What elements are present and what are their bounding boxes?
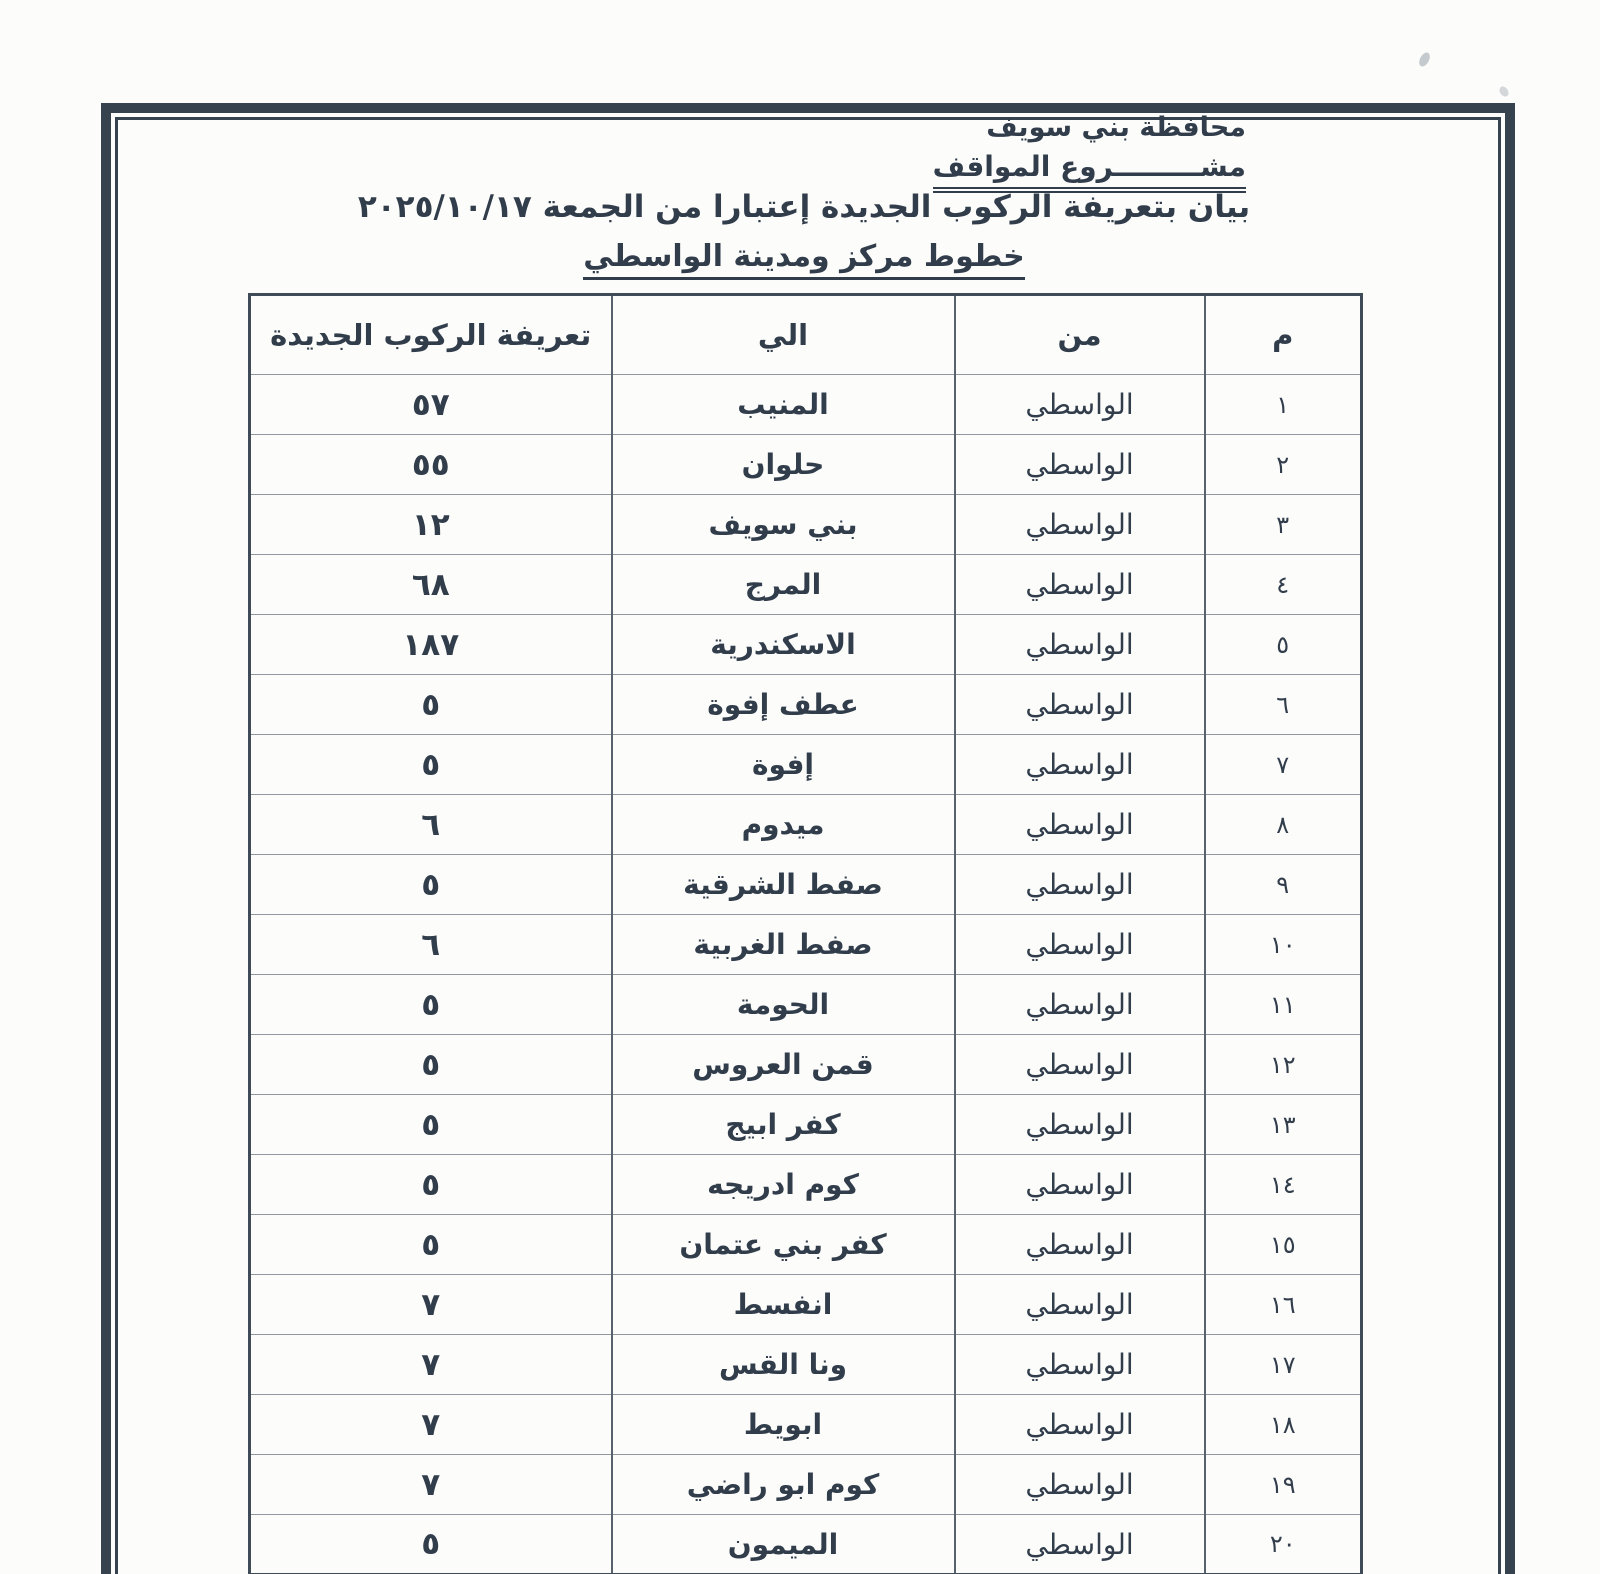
table-row — [250, 975, 1362, 1035]
cell-to: ميدوم — [612, 795, 955, 855]
cell-no: ٢ — [1205, 435, 1362, 495]
cell-from: الواسطي — [955, 975, 1205, 1035]
cell-fare: ٥ — [250, 735, 612, 795]
document-subtitle-row — [248, 239, 1360, 280]
cell-to: الاسكندرية — [612, 615, 955, 675]
cell-fare: ٥ — [250, 1035, 612, 1095]
cell-from: الواسطي — [955, 1035, 1205, 1095]
cell-fare: ٥ — [250, 975, 612, 1035]
cell-from: الواسطي — [955, 1335, 1205, 1395]
table-row — [250, 1335, 1362, 1395]
cell-to: إفوة — [612, 735, 955, 795]
cell-to: الحومة — [612, 975, 955, 1035]
table-row — [250, 375, 1362, 435]
cell-fare: ٥ — [250, 1515, 612, 1574]
cell-fare: ٧ — [250, 1275, 612, 1335]
table-row — [250, 1155, 1362, 1215]
table-row — [250, 1215, 1362, 1275]
header-no: م — [1205, 295, 1362, 375]
cell-from: الواسطي — [955, 1455, 1205, 1515]
cell-from: الواسطي — [955, 735, 1205, 795]
governorate-name: محافظة بني سويف — [986, 112, 1246, 143]
document-title — [358, 189, 1250, 225]
cell-no: ٧ — [1205, 735, 1362, 795]
cell-fare: ٧ — [250, 1455, 612, 1515]
cell-fare: ٦ — [250, 915, 612, 975]
cell-no: ١٠ — [1205, 915, 1362, 975]
cell-from: الواسطي — [955, 495, 1205, 555]
table-row — [250, 1275, 1362, 1335]
cell-from: الواسطي — [955, 555, 1205, 615]
scan-artifact — [1417, 51, 1432, 68]
cell-to: حلوان — [612, 435, 955, 495]
fare-table-body — [250, 375, 1362, 1574]
cell-no: ٢٠ — [1205, 1515, 1362, 1574]
cell-to: ابويط — [612, 1395, 955, 1455]
cell-fare: ٥ — [250, 1215, 612, 1275]
table-row — [250, 855, 1362, 915]
cell-to: المنيب — [612, 375, 955, 435]
cell-no: ١ — [1205, 375, 1362, 435]
cell-to: صفط الغربية — [612, 915, 955, 975]
cell-fare: ٥٧ — [250, 375, 612, 435]
table-row — [250, 555, 1362, 615]
cell-fare: ٥ — [250, 1155, 612, 1215]
fare-table — [248, 293, 1363, 1574]
cell-to: عطف إفوة — [612, 675, 955, 735]
header-to: الي — [612, 295, 955, 375]
cell-to: كفر ابيج — [612, 1095, 955, 1155]
document-title-row — [248, 189, 1360, 225]
scan-artifact — [1498, 85, 1511, 99]
cell-no: ٣ — [1205, 495, 1362, 555]
table-row — [250, 1035, 1362, 1095]
cell-to: بني سويف — [612, 495, 955, 555]
table-row — [250, 615, 1362, 675]
table-row — [250, 1455, 1362, 1515]
cell-from: الواسطي — [955, 1215, 1205, 1275]
cell-from: الواسطي — [955, 675, 1205, 735]
cell-fare: ٥ — [250, 675, 612, 735]
cell-from: الواسطي — [955, 1155, 1205, 1215]
cell-to: كفر بني عتمان — [612, 1215, 955, 1275]
cell-no: ٩ — [1205, 855, 1362, 915]
cell-no: ١٦ — [1205, 1275, 1362, 1335]
cell-from: الواسطي — [955, 915, 1205, 975]
cell-fare: ٦ — [250, 795, 612, 855]
fare-table-header — [250, 295, 1362, 375]
cell-no: ١٧ — [1205, 1335, 1362, 1395]
cell-to: صفط الشرقية — [612, 855, 955, 915]
cell-fare: ٥ — [250, 1095, 612, 1155]
table-row — [250, 735, 1362, 795]
cell-no: ١٢ — [1205, 1035, 1362, 1095]
cell-fare: ١٢ — [250, 495, 612, 555]
table-row — [250, 1395, 1362, 1455]
cell-to: كوم ادريجه — [612, 1155, 955, 1215]
cell-to: قمن العروس — [612, 1035, 955, 1095]
project-name: مشـــــــــروع المواقف — [933, 148, 1246, 193]
table-row — [250, 1095, 1362, 1155]
cell-fare: ٧ — [250, 1335, 612, 1395]
table-row — [250, 435, 1362, 495]
header-row — [250, 295, 1362, 375]
table-row — [250, 675, 1362, 735]
cell-to: كوم ابو راضي — [612, 1455, 955, 1515]
cell-from: الواسطي — [955, 375, 1205, 435]
cell-no: ١٤ — [1205, 1155, 1362, 1215]
cell-no: ١٩ — [1205, 1455, 1362, 1515]
cell-to: ونا القس — [612, 1335, 955, 1395]
header-from: من — [955, 295, 1205, 375]
table-row — [250, 495, 1362, 555]
letterhead — [933, 108, 1246, 193]
cell-to: المرج — [612, 555, 955, 615]
cell-from: الواسطي — [955, 855, 1205, 915]
effective-date: ٢٠٢٥/١٠/١٧ — [357, 189, 532, 225]
document-subtitle: خطوط مركز ومدينة الواسطي — [583, 239, 1024, 280]
cell-no: ٥ — [1205, 615, 1362, 675]
cell-from: الواسطي — [955, 1515, 1205, 1574]
cell-no: ١٨ — [1205, 1395, 1362, 1455]
cell-from: الواسطي — [955, 795, 1205, 855]
cell-fare: ٥ — [250, 855, 612, 915]
cell-no: ١٣ — [1205, 1095, 1362, 1155]
header-fare: تعريفة الركوب الجديدة — [250, 295, 612, 375]
table-row — [250, 915, 1362, 975]
cell-no: ١١ — [1205, 975, 1362, 1035]
cell-no: ٦ — [1205, 675, 1362, 735]
cell-fare: ١٨٧ — [250, 615, 612, 675]
cell-fare: ٦٨ — [250, 555, 612, 615]
cell-fare: ٧ — [250, 1395, 612, 1455]
cell-from: الواسطي — [955, 615, 1205, 675]
cell-from: الواسطي — [955, 1275, 1205, 1335]
cell-no: ١٥ — [1205, 1215, 1362, 1275]
cell-no: ٤ — [1205, 555, 1362, 615]
cell-from: الواسطي — [955, 1395, 1205, 1455]
cell-to: الميمون — [612, 1515, 955, 1574]
table-row — [250, 795, 1362, 855]
cell-no: ٨ — [1205, 795, 1362, 855]
cell-from: الواسطي — [955, 1095, 1205, 1155]
cell-fare: ٥٥ — [250, 435, 612, 495]
table-row — [250, 1515, 1362, 1574]
document-title-text: بيان بتعريفة الركوب الجديدة إعتبارا من الجمعة — [542, 189, 1251, 225]
cell-to: انفسط — [612, 1275, 955, 1335]
cell-from: الواسطي — [955, 435, 1205, 495]
